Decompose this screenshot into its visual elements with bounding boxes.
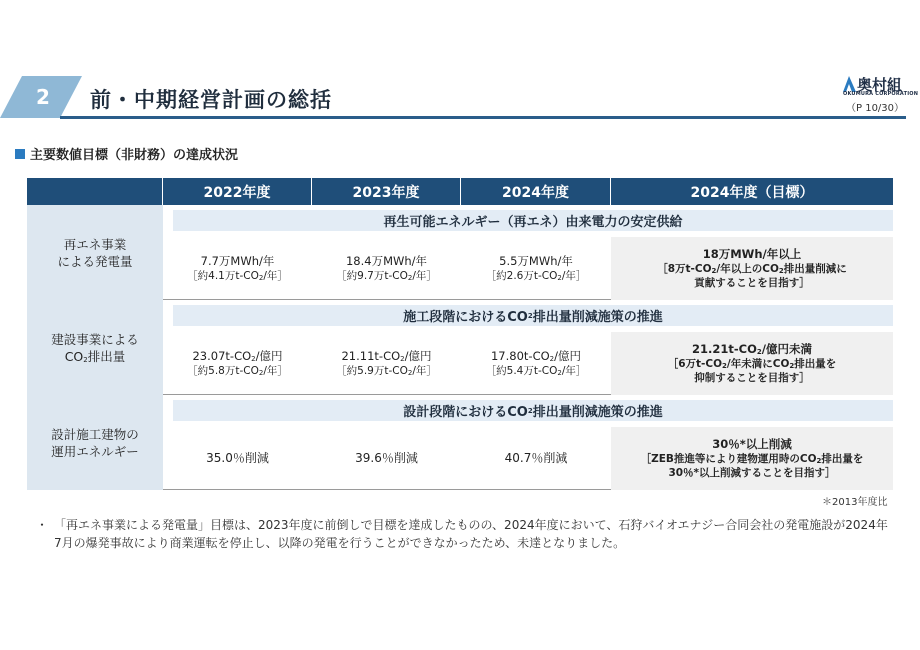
column-header-target: 2024年度（目標） xyxy=(611,178,893,205)
value-2023 xyxy=(312,237,461,300)
value-main: $23.07t-CO_2/$億円 xyxy=(192,348,283,363)
value-2024 xyxy=(461,237,611,300)
footnote: ＊2013年度比 xyxy=(822,497,888,508)
company-sub: OKUMURA CORPORATION xyxy=(843,91,919,97)
column-header-2024: 2024年度 xyxy=(461,178,611,205)
target-note-line2: 貢献することを目指す］ xyxy=(694,277,810,289)
value-target xyxy=(611,237,893,300)
note-bullet: ・ xyxy=(36,518,49,532)
value-main: $21.11t-CO_2/$億円 xyxy=(341,348,432,363)
table-section-renewable xyxy=(27,205,893,300)
logo-mark-icon xyxy=(843,76,856,92)
row-label-line2: による発電量 xyxy=(57,253,133,269)
value-sub: ［約5.8万$t-CO_2/$年］ xyxy=(187,364,288,377)
value-2022: 35.0％削減 xyxy=(206,451,269,465)
value-sub: ［約5.9万$t-CO_2/$年］ xyxy=(336,364,437,377)
target-note-line1: ［6万$t-CO_2/$年未満に$CO_2$排出量を xyxy=(667,358,837,370)
row-label-line1: 設計施工建物の xyxy=(51,426,139,442)
target-note-line2: 抑制することを目指す］ xyxy=(694,372,810,384)
value-2022 xyxy=(163,237,312,300)
company-name: 奥村組 xyxy=(857,76,903,94)
value-target xyxy=(611,332,893,395)
target-main: $21.21t-CO_2/$億円未満 xyxy=(692,342,812,356)
title-divider xyxy=(60,116,906,119)
row-label xyxy=(27,395,163,490)
company-logo xyxy=(843,74,919,98)
square-bullet-icon xyxy=(15,149,25,159)
row-label-line1: 再エネ事業 xyxy=(63,236,127,252)
note-text: 「再エネ事業による発電量」目標は、2023年度に前倒しで目標を達成したものの、2024年度において、石狩バイオエナジー合同会社の発電施設が2024年7月の爆発事故により商業運転を停止し、以降の発電を行うことができなかったため、未達となりました。 xyxy=(54,518,888,550)
value-sub: ［約5.4万$t-CO_2/$年］ xyxy=(485,364,587,377)
subheading-text: 主要数値目標（非財務）の達成状況 xyxy=(30,148,239,163)
section-band: 設計段階におけるCO 2 排出量削減施策の推進 xyxy=(173,400,893,421)
section-band: 再生可能エネルギー（再エネ）由来電力の安定供給 xyxy=(173,210,893,231)
section-band: 施工段階におけるCO 2 排出量削減施策の推進 xyxy=(173,305,893,326)
row-label-line2: $CO_2$排出量 xyxy=(64,348,126,364)
target-main: 18万MWh/年以上 xyxy=(702,247,802,261)
row-label-line2: 運用エネルギー xyxy=(51,443,139,459)
target-note-line1: ［8万$t-CO_2/$年以上の$CO_2$排出量削減に xyxy=(657,263,847,275)
table-section-building-energy xyxy=(27,395,893,490)
subheading xyxy=(15,144,238,163)
value-2023 xyxy=(312,332,461,395)
section-number: 2 xyxy=(36,85,50,109)
value-2022 xyxy=(163,332,312,395)
table-section-construction xyxy=(27,300,893,395)
value-sub: ［約4.1万$t-CO_2/$年］ xyxy=(187,269,288,282)
target-main: 30％*以上削減 xyxy=(712,437,792,451)
explanatory-note xyxy=(36,516,894,552)
value-sub: ［約9.7万$t-CO_2/$年］ xyxy=(336,269,437,282)
value-target xyxy=(611,427,893,490)
column-header-2023: 2023年度 xyxy=(312,178,461,205)
target-note-line2: 30％*以上削減することを目指す］ xyxy=(668,467,836,479)
value-main: $17.80t-CO_2/$億円 xyxy=(490,348,581,363)
table-header xyxy=(27,178,893,205)
target-note-line1: ［ZEB推進等により建物運用時の$CO_2$排出量を xyxy=(640,453,864,465)
column-header-2022: 2022年度 xyxy=(163,178,312,205)
column-header-blank xyxy=(27,178,163,205)
page-title: 前・中期経営計画の総括 xyxy=(90,88,332,112)
row-label-line1: 建設事業による xyxy=(51,331,139,347)
page-number: （P 10/30） xyxy=(846,103,905,114)
row-label xyxy=(27,300,163,395)
value-main: 7.7万MWh/年 xyxy=(200,253,275,268)
value-main: 18.4万MWh/年 xyxy=(345,253,428,268)
value-2024: 40.7％削減 xyxy=(504,451,568,465)
value-sub: ［約2.6万$t-CO_2/$年］ xyxy=(485,269,587,282)
value-2023: 39.6％削減 xyxy=(355,451,418,465)
row-label xyxy=(27,205,163,300)
value-2024 xyxy=(461,332,611,395)
value-main: 5.5万MWh/年 xyxy=(499,253,573,268)
